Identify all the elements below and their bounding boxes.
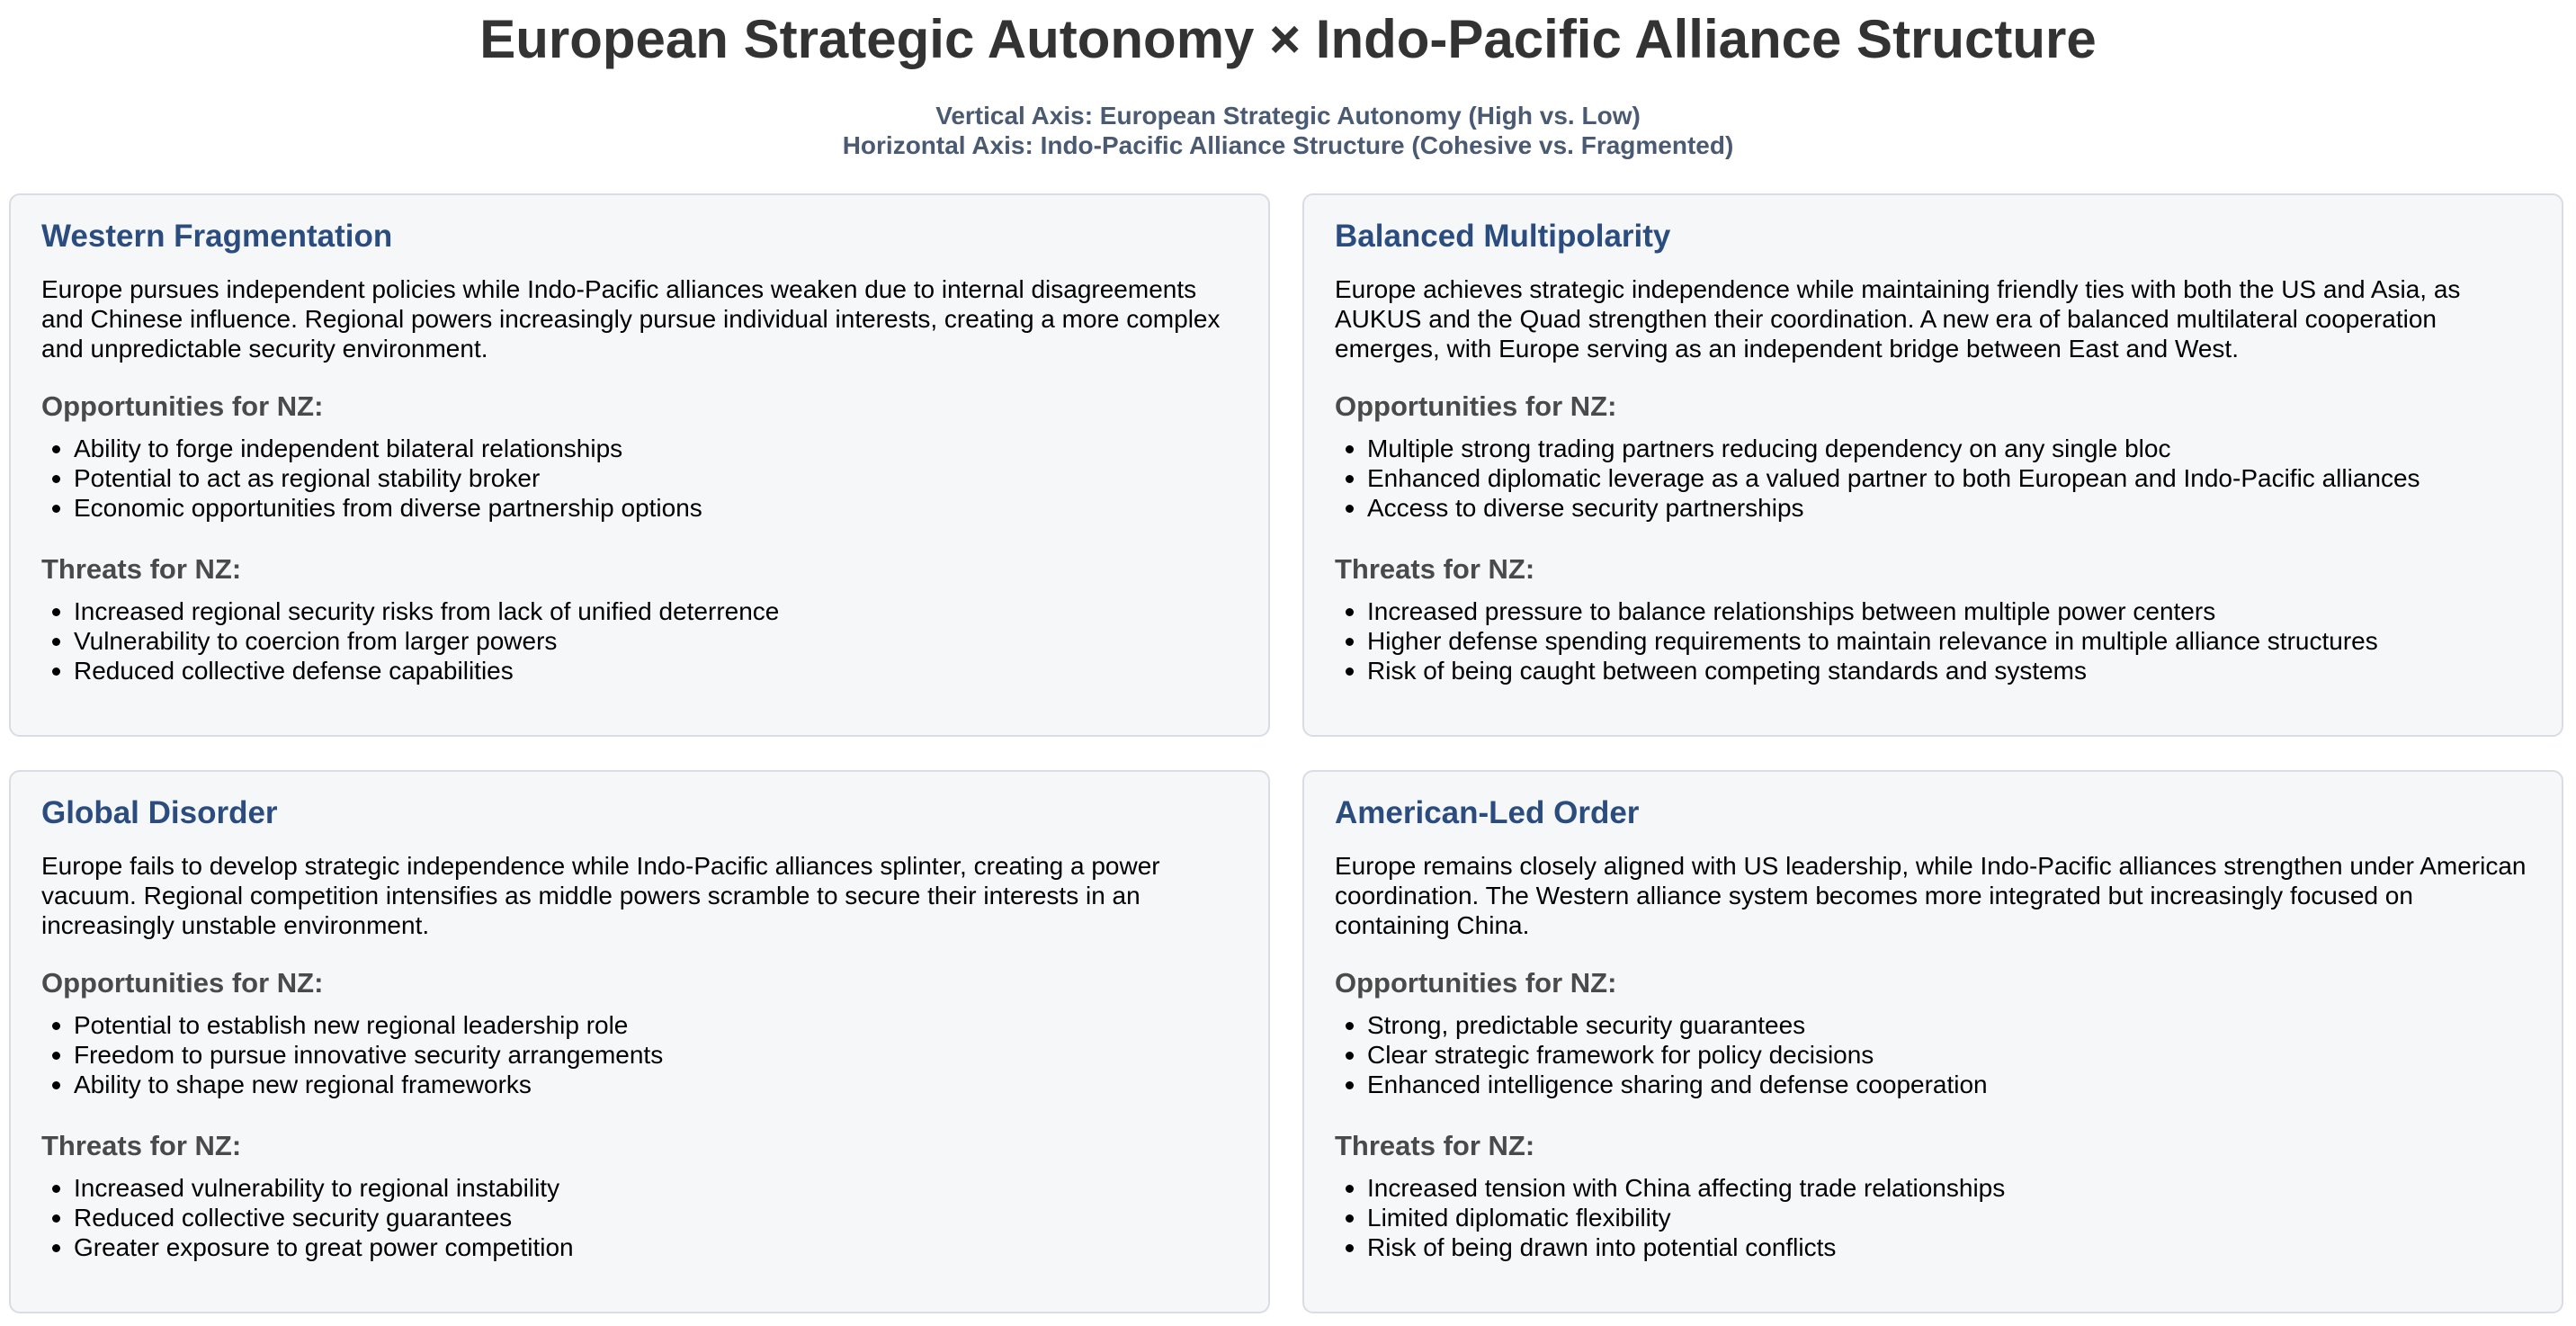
list-item: Ability to forge independent bilateral relationships bbox=[41, 434, 1238, 463]
list-item: Potential to establish new regional leadership role bbox=[41, 1010, 1238, 1040]
list-item: Multiple strong trading partners reducing dependency on any single bloc bbox=[1335, 434, 2531, 463]
opportunities-heading: Opportunities for NZ: bbox=[41, 967, 324, 999]
list-item: Enhanced diplomatic leverage as a valued partner to both European and Indo-Pacific alliances bbox=[1335, 463, 2531, 493]
threats-list bbox=[1335, 1173, 2531, 1262]
opportunities-list bbox=[1335, 1010, 2531, 1099]
quadrant-description: Europe achieves strategic independence while maintaining friendly ties with both the US and Asia, as AUKUS and the Quad strengthen their coordination. A new era of balanced multilateral cooperation emerges, with Europe serving as an independent bridge between East and West. bbox=[1335, 275, 2461, 363]
opportunities-heading: Opportunities for NZ: bbox=[1335, 390, 1617, 422]
threats-list bbox=[1335, 596, 2531, 685]
list-item: Clear strategic framework for policy decisions bbox=[1335, 1040, 2531, 1070]
list-item: Risk of being caught between competing standards and systems bbox=[1335, 656, 2531, 685]
quadrant-american-led-order bbox=[1302, 770, 2563, 1313]
threats-heading: Threats for NZ: bbox=[41, 553, 242, 585]
list-item: Increased pressure to balance relationships between multiple power centers bbox=[1335, 596, 2531, 626]
list-item: Economic opportunities from diverse partnership options bbox=[41, 493, 1238, 523]
list-item: Increased tension with China affecting trade relationships bbox=[1335, 1173, 2531, 1203]
quadrant-description: Europe remains closely aligned with US leadership, while Indo-Pacific alliances strengthen under American coordination. The Western alliance system becomes more integrated but increasingly focused on containing China. bbox=[1335, 852, 2527, 939]
opportunities-list bbox=[41, 1010, 1238, 1099]
list-item: Reduced collective security guarantees bbox=[41, 1203, 1238, 1232]
list-item: Higher defense spending requirements to maintain relevance in multiple alliance structures bbox=[1335, 626, 2531, 656]
opportunities-list bbox=[41, 434, 1238, 523]
opportunities-heading: Opportunities for NZ: bbox=[41, 390, 324, 422]
horizontal-axis-label: Horizontal Axis: Indo-Pacific Alliance Structure (Cohesive vs. Fragmented) bbox=[842, 131, 1734, 159]
page-title: European Strategic Autonomy × Indo-Pacific Alliance Structure bbox=[479, 9, 2097, 69]
threats-list bbox=[41, 596, 1238, 685]
quadrant-title: Balanced Multipolarity bbox=[1335, 219, 1671, 254]
list-item: Enhanced intelligence sharing and defense cooperation bbox=[1335, 1070, 2531, 1099]
threats-heading: Threats for NZ: bbox=[1335, 553, 1535, 585]
list-item: Access to diverse security partnerships bbox=[1335, 493, 2531, 523]
list-item: Ability to shape new regional frameworks bbox=[41, 1070, 1238, 1099]
list-item: Limited diplomatic flexibility bbox=[1335, 1203, 2531, 1232]
list-item: Strong, predictable security guarantees bbox=[1335, 1010, 2531, 1040]
quadrant-western-fragmentation bbox=[9, 193, 1270, 737]
threats-list bbox=[41, 1173, 1238, 1262]
list-item: Greater exposure to great power competition bbox=[41, 1232, 1238, 1262]
quadrant-title: American-Led Order bbox=[1335, 795, 1640, 830]
quadrant-balanced-multipolarity bbox=[1302, 193, 2563, 737]
threats-heading: Threats for NZ: bbox=[41, 1130, 242, 1161]
list-item: Risk of being drawn into potential conflicts bbox=[1335, 1232, 2531, 1262]
quadrant-description: Europe fails to develop strategic independence while Indo-Pacific alliances splinter, creating a power vacuum. Regional competition intensifies as middle powers scramble to secure their interests in an increasingly unstable environment. bbox=[41, 852, 1160, 939]
list-item: Increased regional security risks from lack of unified deterrence bbox=[41, 596, 1238, 626]
list-item: Potential to act as regional stability broker bbox=[41, 463, 1238, 493]
axis-descriptions bbox=[0, 101, 2576, 160]
vertical-axis-label: Vertical Axis: European Strategic Autonomy (High vs. Low) bbox=[935, 102, 1641, 130]
list-item: Reduced collective defense capabilities bbox=[41, 656, 1238, 685]
threats-heading: Threats for NZ: bbox=[1335, 1130, 1535, 1161]
quadrant-description: Europe pursues independent policies while Indo-Pacific alliances weaken due to internal disagreements and Chinese influence. Regional powers increasingly pursue individual interests, creating a more complex and unpredictable security environment. bbox=[41, 275, 1221, 363]
quadrant-global-disorder bbox=[9, 770, 1270, 1313]
quadrant-title: Global Disorder bbox=[41, 795, 278, 830]
quadrant-title: Western Fragmentation bbox=[41, 219, 393, 254]
opportunities-heading: Opportunities for NZ: bbox=[1335, 967, 1617, 999]
list-item: Freedom to pursue innovative security arrangements bbox=[41, 1040, 1238, 1070]
list-item: Increased vulnerability to regional instability bbox=[41, 1173, 1238, 1203]
list-item: Vulnerability to coercion from larger powers bbox=[41, 626, 1238, 656]
opportunities-list bbox=[1335, 434, 2531, 523]
